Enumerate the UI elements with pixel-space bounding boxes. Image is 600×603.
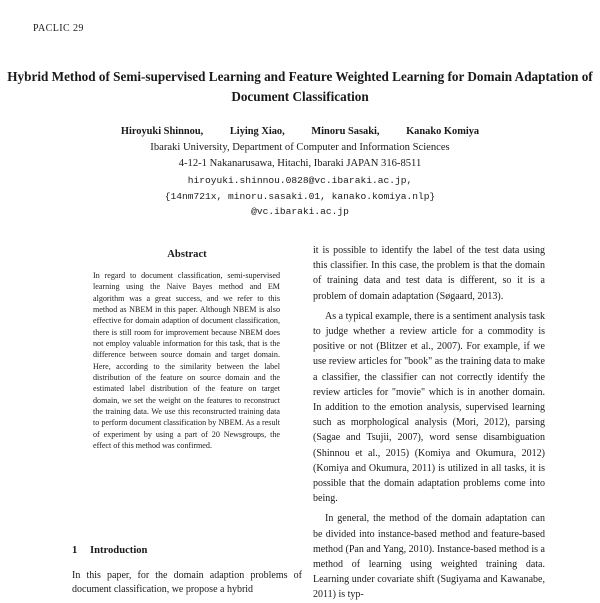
author-name: Minoru Sasaki, xyxy=(311,126,380,137)
author-name: Liying Xiao, xyxy=(229,126,285,137)
section-number: 1 xyxy=(72,545,78,556)
email-line: hiroyuki.shinnou.0828@vc.ibaraki.ac.jp, xyxy=(187,175,413,186)
section-heading xyxy=(72,545,147,556)
abstract-text: In regard to document classification, semi-supervised learning using the Naive Bayes method and EM algorithm was a great success, and we refer to this method as NBEM in this paper. Although NBEM is also effective for domain adaption of document classification, there is still room for improvement because NBEM does not employ valuable information for this task, that is the difference between source domain and target domain. Here, according to the similarity between the label distribution of the feature on source domain and the estimated label distribution of the feature on target domain, we set the weight on the features to reconstruct the training data. We use this reconstructed training data to perform document classification by NBEM. As a result of experiment by using a part of 20 Newsgroups, the effect of this method was confirmed. xyxy=(93,271,280,451)
section-title: Introduction xyxy=(89,545,148,556)
email-line: {14nm721x, minoru.sasaki.01, kanako.komiya.nlp} xyxy=(164,190,436,202)
body-paragraph: As a typical example, there is a sentiment analysis task to judge whether a review article for a commodity is positive or not (Blitzer et al., 2007). For example, if we use review articles for "book" as the training data to make a classifier, the classifier can not correctly identify the review articles for "movie" which is in another domain. In addition to the emotion analysis, supervised learning such as morphological analysis (Mori, 2012), parsing (Sagae and Tsujii, 2007), word sense disambiguation (Shinnou et al., 2015) (Komiya and Okumura, 2012) (Komiya and Okumura, 2011) is utilized in all tasks, it is possible that the domain adaptation problems come into being. xyxy=(313,310,545,505)
conference-header: PACLIC 29 xyxy=(33,23,84,34)
affiliation-line: Ibaraki University, Department of Computer and Information Sciences xyxy=(150,142,450,153)
affiliation xyxy=(0,140,600,171)
body-paragraph: it is possible to identify the label of the test data using this classifier. In this case, the problem is that the domain of training data and test data is different, so it is a problem of domain adaptation (Søgaard, 2013). xyxy=(313,245,545,302)
email-block xyxy=(0,173,600,220)
intro-text: In this paper, for the domain adaption problems of document classification, we propose a hybrid xyxy=(72,570,302,595)
author-list xyxy=(0,124,600,139)
abstract-heading: Abstract xyxy=(167,249,207,260)
author-name: Kanako Komiya xyxy=(406,126,480,137)
paper-title: Hybrid Method of Semi-supervised Learning and Feature Weighted Learning for Domain Adaptation of Document Classification xyxy=(7,69,593,104)
affiliation-line: 4-12-1 Nakanarusawa, Hitachi, Ibaraki JAPAN 316-8511 xyxy=(178,157,422,169)
right-column xyxy=(313,243,545,603)
author-name: Hiroyuki Shinnou, xyxy=(120,126,204,137)
body-paragraph: In general, the method of the domain adaptation can be divided into instance-based method and feature-based method (Pan and Yang, 2010). Instance-based method is a method of learning using weighted training data. Learning under covariate shift (Sugiyama and Kawanabe, 2011) is typ- xyxy=(313,513,545,601)
email-line: @vc.ibaraki.ac.jp xyxy=(251,206,349,217)
